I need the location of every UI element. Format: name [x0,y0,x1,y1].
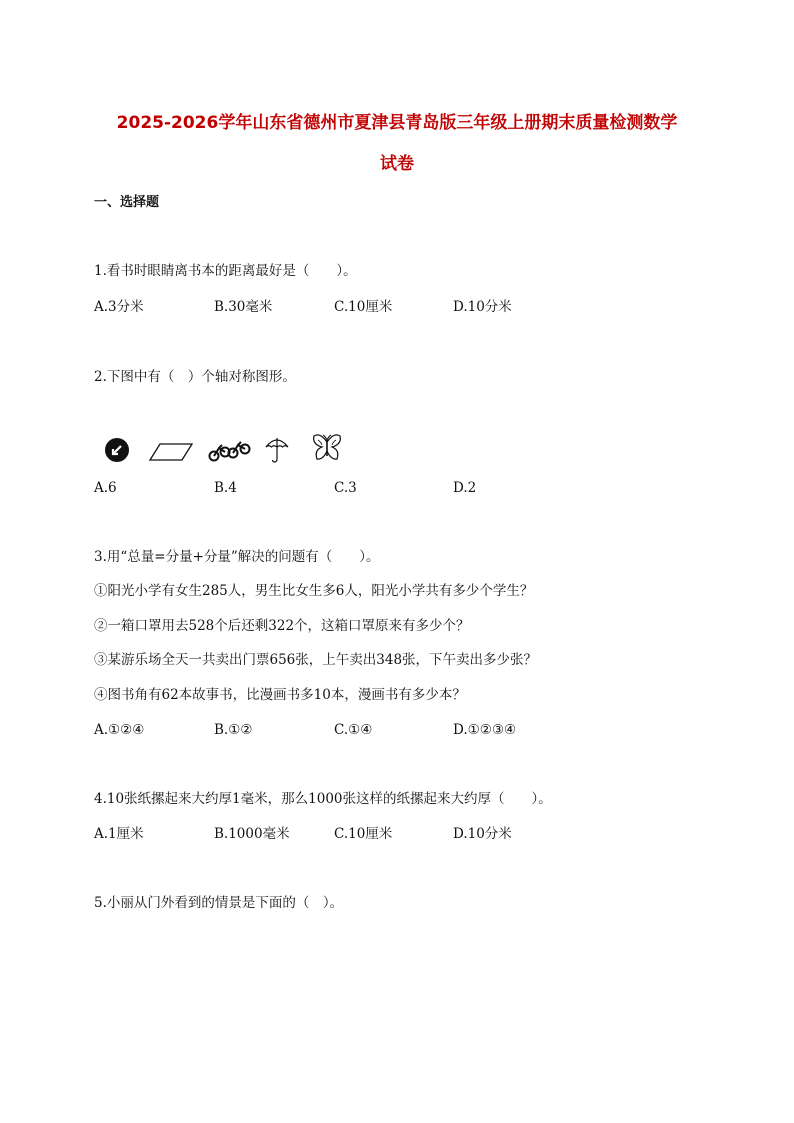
question-3-option-d: D.①②③④ [453,722,517,738]
question-3-stem: 3.用“总量=分量+分量”解决的问题有（ ）。 [94,549,380,565]
question-3-option-c: C.①④ [334,722,373,738]
question-1-options [94,296,694,318]
question-2-option-a: A.6 [94,480,117,496]
question-4-options [94,823,694,845]
question-4-option-c: C.10厘米 [334,826,393,842]
question-4-stem: 4.10张纸摞起来大约厚1毫米，那么1000张这样的纸摞起来大约厚（ ）。 [94,791,552,807]
question-5-stem: 5.小丽从门外看到的情景是下面的（ ）。 [94,895,344,911]
question-3-item-3: ③某游乐场全天一共卖出门票656张，上午卖出348张，下午卖出多少张？ [94,652,538,668]
document-title: 2025-2026学年山东省德州市夏津县青岛版三年级上册期末质量检测数学 [116,113,678,133]
question-3-option-b: B.①② [214,722,253,738]
question-3-item-2: ②一箱口罩用去528个后还剩322个，这箱口罩原来有多少个？ [94,618,470,634]
parallelogram-icon [148,442,194,462]
question-2-option-c: C.3 [334,480,357,496]
question-3-options [94,719,694,741]
question-3-item-1: ①阳光小学有女生285人，男生比女生多6人，阳光小学共有多少个学生？ [94,583,534,599]
question-2-stem: 2.下图中有（ ）个轴对称图形。 [94,369,296,385]
question-4-option-d: D.10分米 [453,826,512,842]
question-4-option-b: B.1000毫米 [214,826,290,842]
question-3-option-a: A.①②④ [94,722,145,738]
question-4-option-a: A.1厘米 [94,826,144,842]
question-1-stem: 1.看书时眼睛离书本的距离最好是（ ）。 [94,263,357,279]
question-2-figures [104,430,364,470]
question-2-options [94,477,694,499]
no-left-turn-sign-icon [104,437,130,463]
question-2-option-d: D.2 [453,480,477,496]
question-1-option-d: D.10分米 [453,299,512,315]
question-1-option-b: B.30毫米 [214,299,273,315]
umbrella-icon [264,435,290,465]
bicycles-icon [208,439,252,463]
question-3-item-4: ④图书角有62本故事书，比漫画书多10本，漫画书有多少本？ [94,687,466,703]
butterfly-icon [312,432,342,464]
question-1-option-c: C.10厘米 [334,299,393,315]
section-heading: 一、选择题 [94,195,160,210]
document-title-continued: 试卷 [380,154,414,174]
question-2-option-b: B.4 [214,480,237,496]
question-1-option-a: A.3分米 [94,299,144,315]
